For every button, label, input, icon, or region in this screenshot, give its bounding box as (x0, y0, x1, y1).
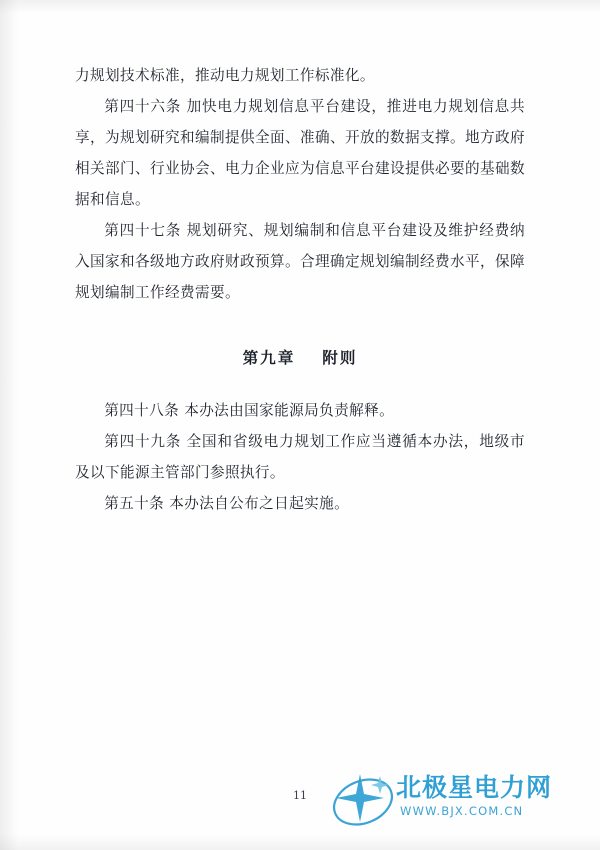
paragraph-article-47: 第四十七条 规划研究、规划编制和信息平台建设及维护经费纳入国家和各级地方政府财政预算。合理确定规划编制经费水平，保障规划编制工作经费需要。 (75, 222, 525, 301)
paragraph-article-46: 第四十六条 加快电力规划信息平台建设，推进电力规划信息共享，为规划研究和编制提供全面、准确、开放的数据支撑。地方政府相关部门、行业协会、电力企业应为信息平台建设提供必要的基础数据和信息。 (75, 98, 525, 208)
page-number: 11 (293, 789, 307, 802)
page-edge-shadow-top (0, 0, 600, 14)
document-body (75, 60, 525, 519)
watermark-brand: 北极星电力网 (396, 773, 553, 802)
watermark-url: WWW.BJX.COM.CN (400, 804, 524, 818)
chapter-heading (75, 342, 525, 373)
polaris-star-logo-icon (330, 768, 396, 828)
chapter-title: 附则 (322, 348, 358, 367)
paragraph-article-49: 第四十九条 全国和省级电力规划工作应当遵循本办法，地级市及以下能源主管部门参照执行。 (75, 433, 525, 481)
watermark (330, 766, 580, 836)
paragraph-article-50: 第五十条 本办法自公布之日起实施。 (104, 495, 350, 512)
page-edge-shadow-bottom (0, 834, 600, 850)
paragraph-article-48: 第四十八条 本办法由国家能源局负责解释。 (104, 402, 395, 419)
chapter-number: 第九章 (242, 348, 296, 367)
page-edge-shadow-left (0, 0, 18, 850)
paragraph-continued: 力规划技术标准，推动电力规划工作标准化。 (75, 67, 375, 84)
